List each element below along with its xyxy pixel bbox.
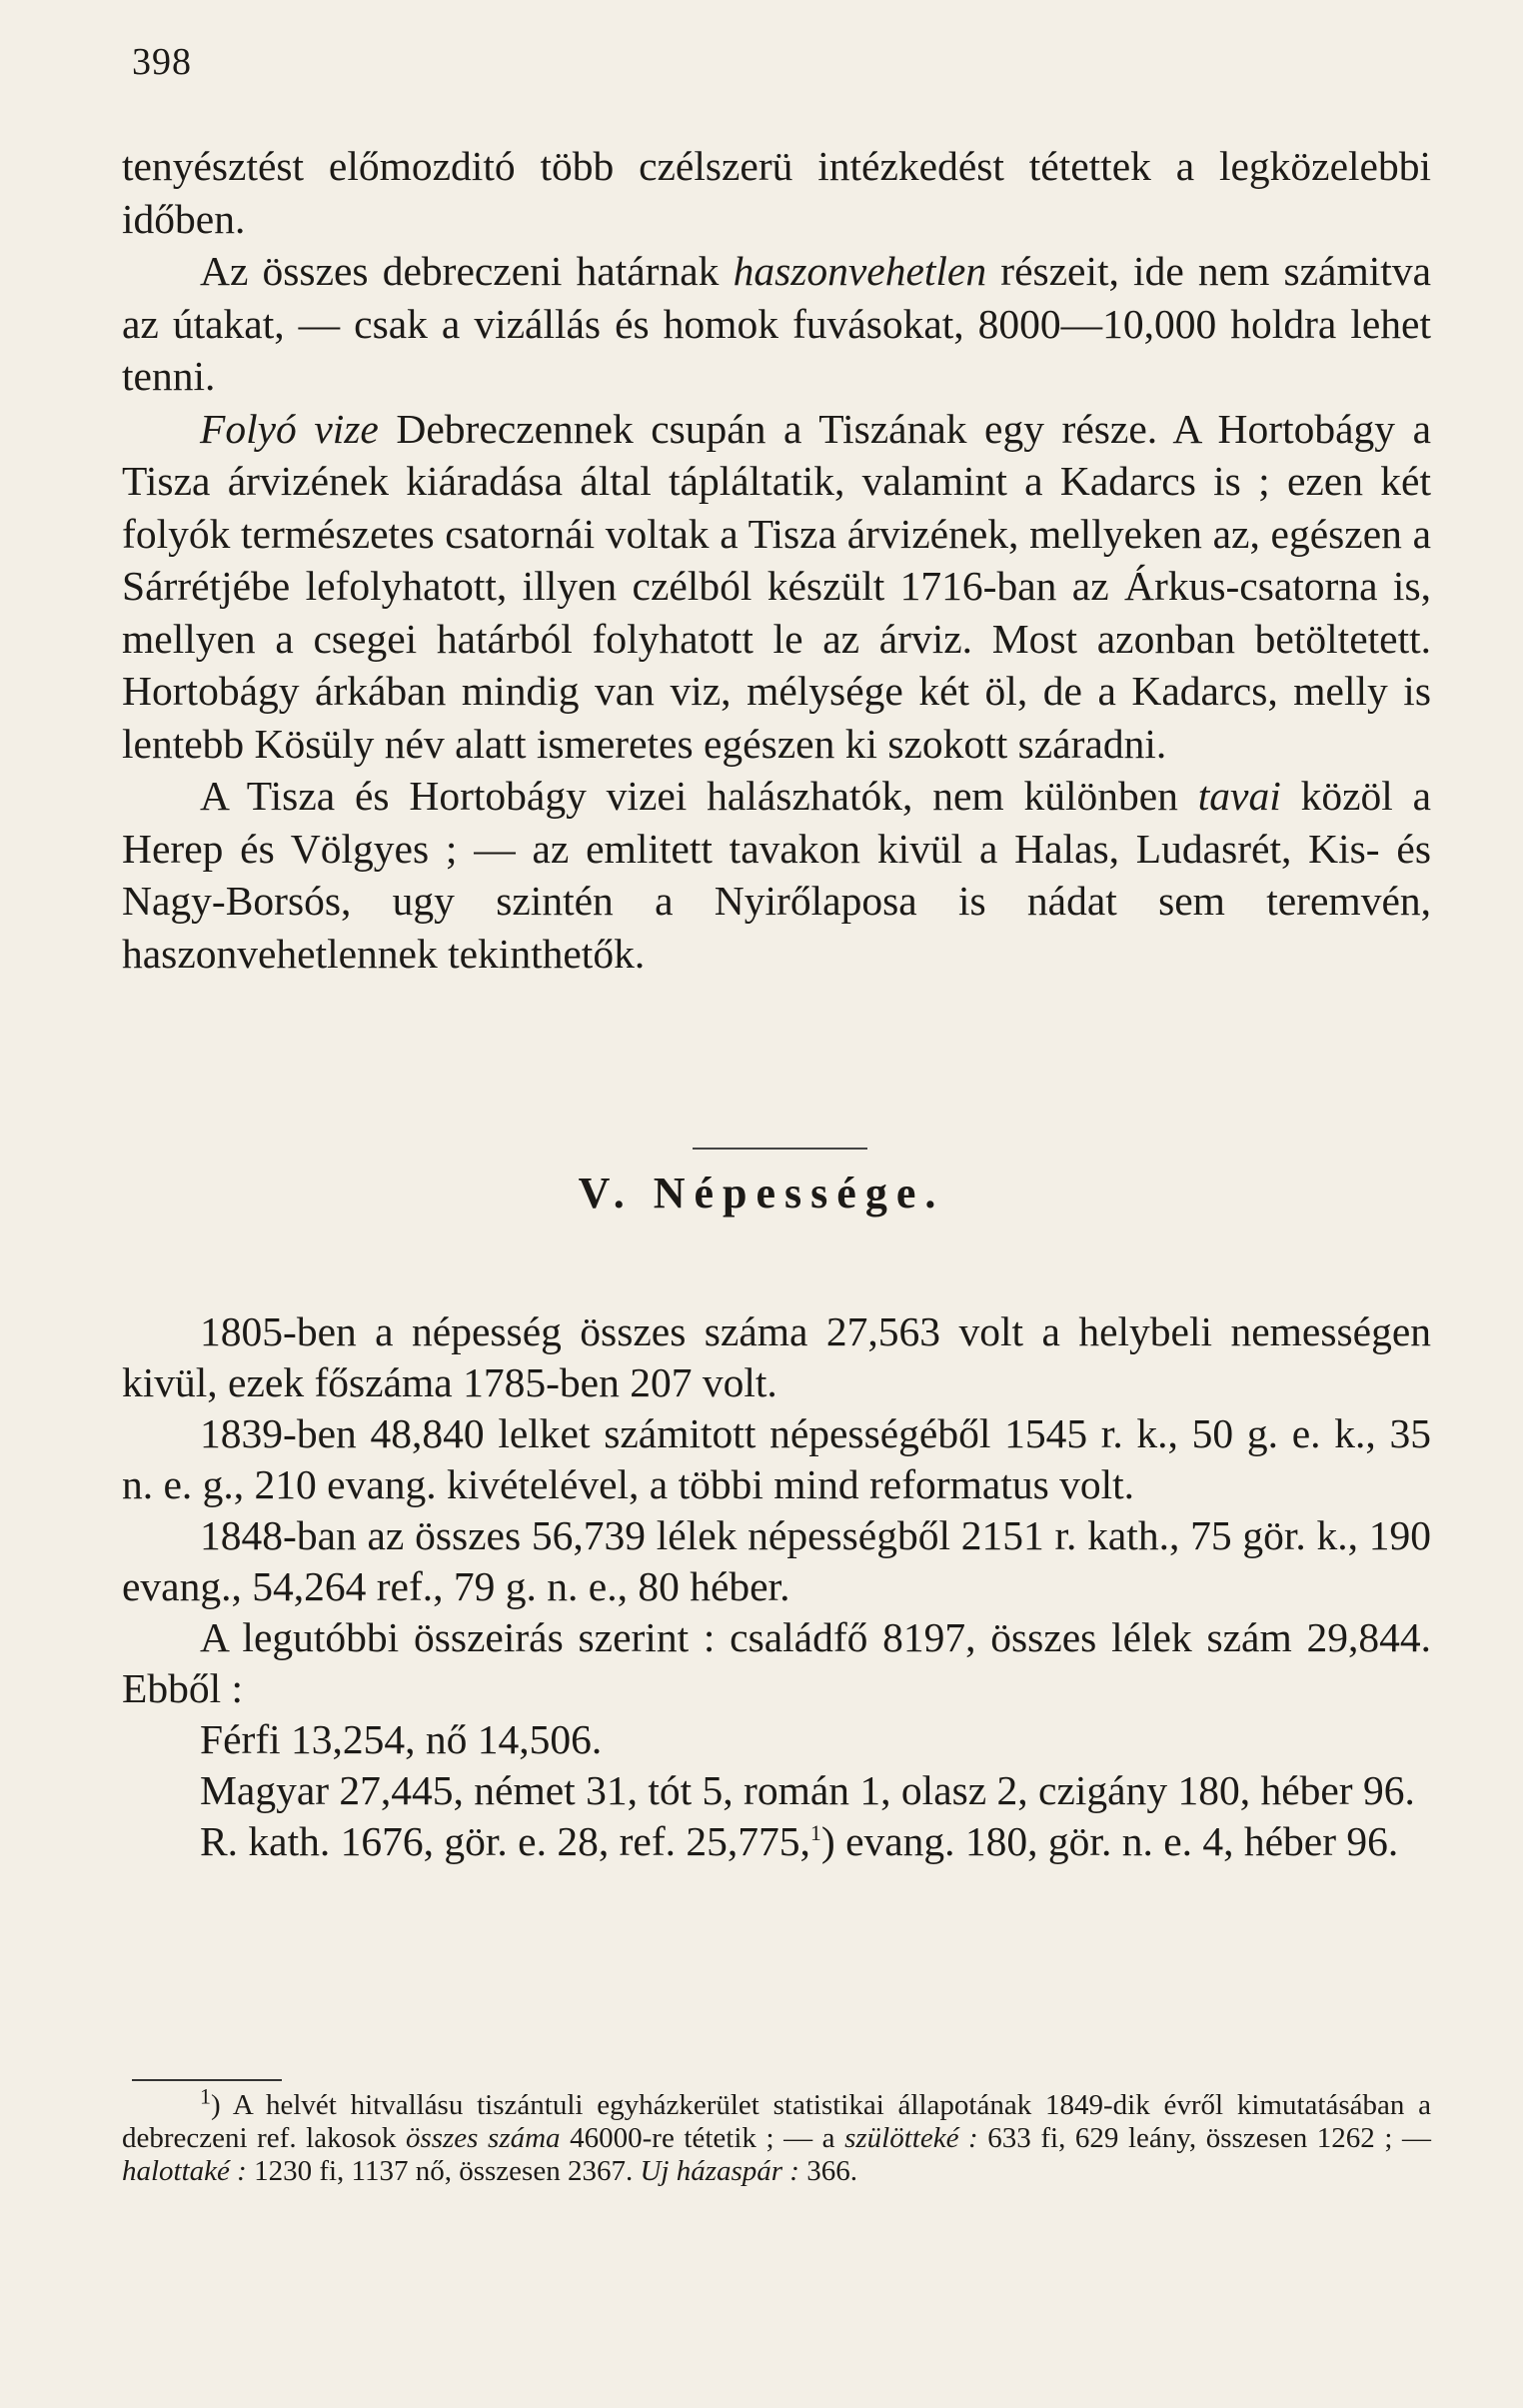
emphasis: Folyó vize <box>200 405 379 452</box>
paragraph: tenyésztést előmozditó több czélszerü intézkedést tétettek a legközelebbi időben. <box>122 143 1431 242</box>
paragraph: 1848-ban az összes 56,739 lélek népességből 2151 r. kath., 75 gör. k., 190 evang., 54,264 ref., 79 g. n. e., 80 héber. <box>122 1512 1431 1609</box>
footnote-ref: 1 <box>809 1820 821 1846</box>
main-text-block <box>122 140 1431 980</box>
paragraph: Folyó vize Debreczennek csupán a Tiszának egy része. A Hortobágy a Tisza árvizének kiáradása által tápláltatik, valamint a Kadarcs is ; ezen két folyók természetes csatornái voltak a Tisza árvizének, mellyeken az, egészen a Sárrétjébe lefolyhatott, illyen czélból készült 1716-ban az Árkus-csatorna is, mellyen a csegei határból folyhatott le az árviz. Most azonban betöltetett. Hortobágy árkában mindig van viz, mélysége két öl, de a Kadarcs, melly is lentebb Kösüly név alatt ismeretes egészen ki szokott száradni. <box>122 405 1431 767</box>
paragraph: Az összes debreczeni határnak haszonvehetlen részeit, ide nem számitva az útakat, — csak a vizállás és homok fuvásokat, 8000—10,000 holdra lehet tenni. <box>122 248 1431 399</box>
footnote: $^1$) A helvét hitvallásu tiszántuli egyházkerület statistikai állapotának 1849-dik évről kimutatásában a debreczeni ref. lakosok összes száma 46000-re tétetik ; — a szülötteké : 633 fi, 629 leány, összesen 1262 ; — halottaké : 1230 fi, 1137 nő, összesen 2367. Uj házaspár : 366. <box>122 2083 1431 2187</box>
footnote-rule <box>132 2079 282 2081</box>
emphasis: haszonvehetlen <box>733 248 987 294</box>
footnote-mark: 1 <box>200 2083 211 2109</box>
paragraph: 1805-ben a népesség összes száma 27,563 volt a helybeli nemességen kivül, ezek főszáma 1785-ben 207 volt. <box>122 1308 1431 1405</box>
population-text-block <box>122 1306 1431 1867</box>
page-number: 398 <box>132 41 192 83</box>
paragraph: Férfi 13,254, nő 14,506. <box>200 1716 603 1762</box>
paragraph: Magyar 27,445, német 31, tót 5, román 1, olasz 2, czigány 180, héber 96. <box>200 1767 1415 1813</box>
section-heading: V. Népessége. <box>578 1169 945 1217</box>
section-divider <box>693 1148 867 1150</box>
paragraph: A legutóbbi összeirás szerint : családfő 8197, összes lélek szám 29,844. Ebből : <box>122 1614 1431 1711</box>
paragraph: R. kath. 1676, gör. e. 28, ref. 25,775,$^1$) evang. 180, gör. n. e. 4, héber 96. <box>200 1818 1399 1864</box>
paragraph: 1839-ben 48,840 lelket számitott népességéből 1545 r. k., 50 g. e. k., 35 n. e. g., 210 evang. kivételével, a többi mind reformatus volt. <box>122 1410 1431 1507</box>
paragraph: A Tisza és Hortobágy vizei halászhatók, nem különben tavai közöl a Herep és Völgyes ; — az emlitett tavakon kivül a Halas, Ludasrét, Kis- és Nagy-Borsós, ugy szintén a Nyirőlaposa is nádat sem teremvén, haszonvehetlennek tekinthetők. <box>122 773 1432 977</box>
emphasis: tavai <box>1197 773 1281 819</box>
